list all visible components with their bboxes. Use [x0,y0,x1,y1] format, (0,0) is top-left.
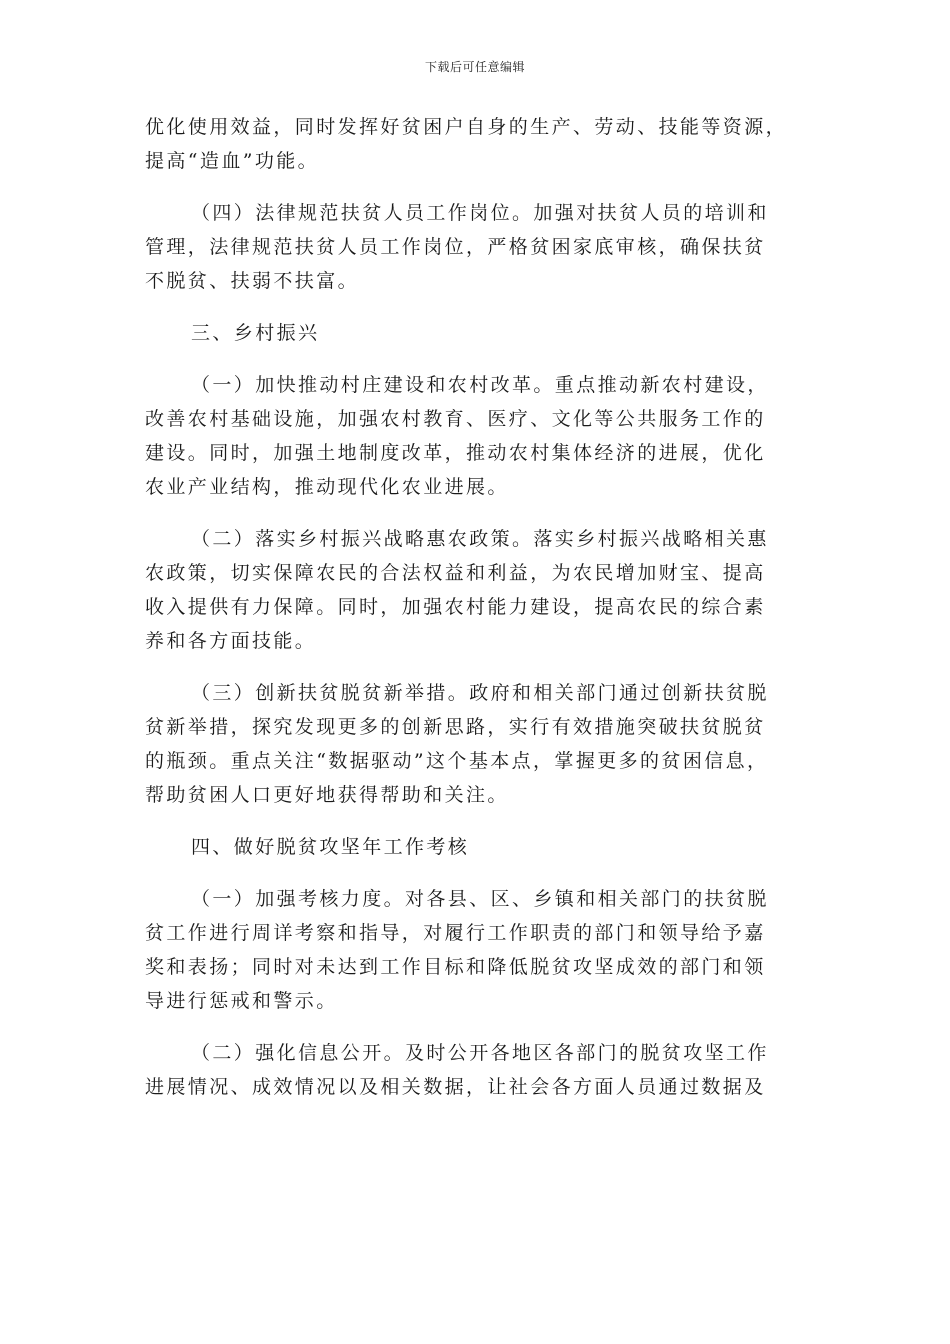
text-line: 建设。同时，加强土地制度改革，推动农村集体经济的进展，优化 [145,442,766,464]
paragraph-item-1 [145,882,815,1018]
paragraph-item-2 [145,1036,815,1104]
text-line: 帮助贫困人口更好地获得帮助和关注。 [145,784,509,806]
text-line: 奖和表扬；同时对未达到工作目标和降低脱贫攻坚成效的部门和领 [145,956,766,978]
document-body [145,110,815,1104]
text-line: 提高“造血”功能。 [145,150,320,172]
paragraph-item-4 [145,196,815,298]
text-line: 收入提供有力保障。同时，加强农村能力建设，提高农民的综合素 [145,596,766,618]
text-line: （二）落实乡村振兴战略惠农政策。落实乡村振兴战略相关惠 [191,528,769,550]
text-line: （一）加快推动村庄建设和农村改革。重点推动新农村建设， [191,374,769,396]
text-line: （三）创新扶贫脱贫新举措。政府和相关部门通过创新扶贫脱 [191,682,769,704]
heading-line: 三、乡村振兴 [191,322,320,344]
text-line: 农政策，切实保障农民的合法权益和利益，为农民增加财宝、提高 [145,562,766,584]
text-line: 改善农村基础设施，加强农村教育、医疗、文化等公共服务工作的 [145,408,766,430]
paragraph-item-3 [145,676,815,812]
paragraph-item-1 [145,368,815,504]
text-line: 贫新举措，探究发现更多的创新思路，实行有效措施突破扶贫脱贫 [145,716,766,738]
section-heading-4 [145,830,815,864]
paragraph-item-2 [145,522,815,658]
text-line: 导进行惩戒和警示。 [145,990,338,1012]
text-line: （一）加强考核力度。对各县、区、乡镇和相关部门的扶贫脱 [191,888,769,910]
text-line: 农业产业结构，推动现代化农业进展。 [145,476,509,498]
section-heading-3 [145,316,815,350]
text-line: （二）强化信息公开。及时公开各地区各部门的脱贫攻坚工作 [191,1042,769,1064]
page-header-note: 下载后可任意编辑 [424,60,525,74]
text-line: 养和各方面技能。 [145,630,317,652]
text-line: 贫工作进行周详考察和指导，对履行工作职责的部门和领导给予嘉 [145,922,766,944]
text-line: 进展情况、成效情况以及相关数据，让社会各方面人员通过数据及 [145,1076,766,1098]
paragraph-continuation [145,110,815,178]
text-line: 的瓶颈。重点关注“数据驱动”这个基本点，掌握更多的贫困信息， [145,750,769,772]
text-line: 优化使用效益，同时发挥好贫困户自身的生产、劳动、技能等资源， [145,116,788,138]
text-line: 不脱贫、扶弱不扶富。 [145,270,360,292]
text-line: （四）法律规范扶贫人员工作岗位。加强对扶贫人员的培训和 [191,202,769,224]
heading-line: 四、做好脱贫攻坚年工作考核 [191,836,470,858]
text-line: 管理，法律规范扶贫人员工作岗位，严格贫困家底审核，确保扶贫 [145,236,766,258]
